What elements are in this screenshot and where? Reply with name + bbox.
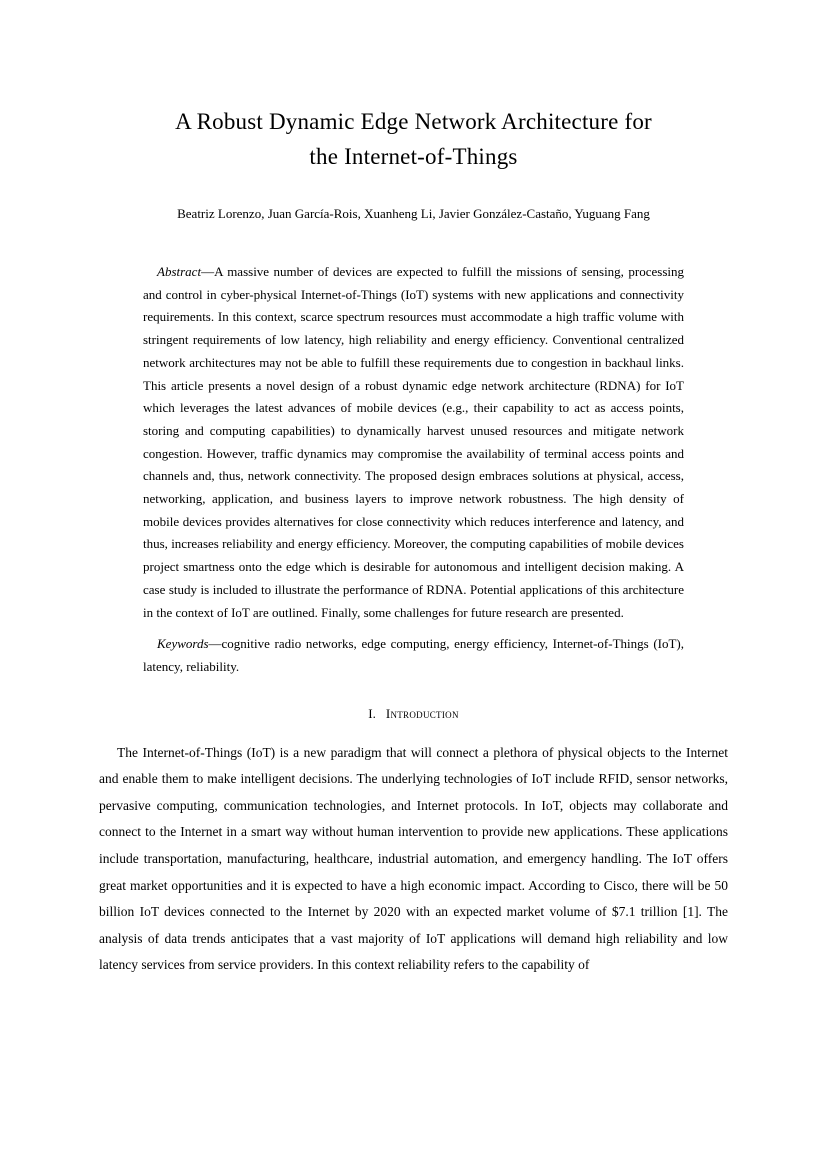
section-title: Introduction (385, 705, 459, 721)
introduction-paragraph: The Internet-of-Things (IoT) is a new paradigm that will connect a plethora of physical objects to the Internet and enable them to make intelligent decisions. The underlying technologies of IoT include RFID, sensor networks, pervasive computing, communication technologies, and Internet protocols. In IoT, objects may collaborate and connect to the Internet in a smart way without human intervention to provide new applications. These applications include transportation, manufacturing, healthcare, industrial automation, and emergency handling. The IoT offers great market opportunities and it is expected to have a high economic impact. According to Cisco, there will be 50 billion IoT devices connected to the Internet by 2020 with an expected market volume of $7.1 trillion [1]. The analysis of data trends anticipates that a vast majority of IoT applications will demand high reliability and low latency services from service providers. In this context reliability refers to the capability of (99, 744, 728, 973)
paper-title-line-2: the Internet-of-Things (309, 144, 518, 169)
abstract-block (143, 261, 684, 679)
abstract-text: —A massive number of devices are expected to fulfill the missions of sensing, processing and control in cyber-physical Internet-of-Things (IoT) systems with new applications and connectivity requirements. In this context, scarce spectrum resources must accommodate a high traffic volume with stringent requirements of low latency, high reliability and energy efficiency. Conventional centralized network architectures may not be able to fulfill these requirements due to congestion in backhaul links. This article presents a novel design of a robust dynamic edge network architecture (RDNA) for IoT which leverages the latest advances of mobile devices (e.g., their capability to act as access points, storing and computing capabilities) to dynamically harvest unused resources and mitigate network congestion. However, traffic dynamics may compromise the availability of terminal access points and channels and, thus, network connectivity. The proposed design embraces solutions at physical, access, networking, application, and business layers to improve network robustness. The high density of mobile devices provides alternatives for close connectivity which reduces interference and latency, and thus, increases reliability and energy efficiency. Moreover, the computing capabilities of mobile devices project smartness onto the edge which is desirable for autonomous and intelligent decision making. A case study is included to illustrate the performance of RDNA. Potential applications of this architecture in the context of IoT are outlined. Finally, some challenges for future research are presented. (143, 264, 684, 620)
section-heading-introduction (99, 706, 728, 722)
keywords-paragraph (143, 633, 684, 678)
paper-title-line-1: A Robust Dynamic Edge Network Architecture for (175, 109, 652, 134)
keywords-text: —cognitive radio networks, edge computing, energy efficiency, Internet-of-Things (IoT), latency, reliability. (143, 636, 684, 674)
section-number: I. (368, 705, 376, 721)
abstract-paragraph (143, 261, 684, 624)
paper-title (99, 104, 728, 174)
author-list: Beatriz Lorenzo, Juan García-Rois, Xuanheng Li, Javier González-Castaño, Yuguang Fang (177, 206, 650, 221)
abstract-label: Abstract (157, 264, 202, 279)
keywords-label: Keywords (157, 636, 209, 652)
